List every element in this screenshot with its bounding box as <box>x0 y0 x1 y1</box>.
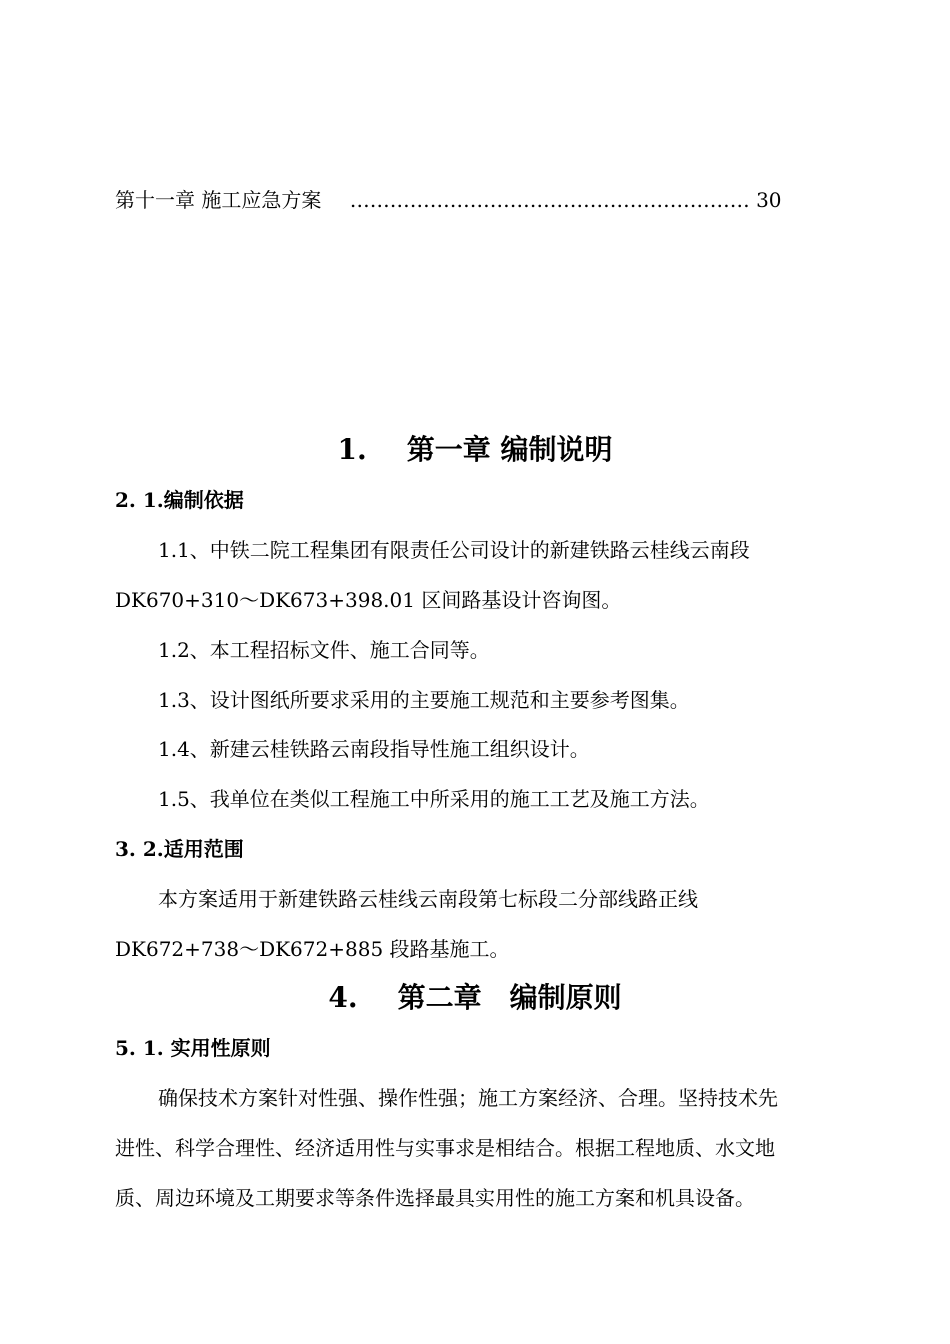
basis-item-1-line-1: 1.1、中铁二院工程集团有限责任公司设计的新建铁路云桂线云南段 <box>158 538 750 562</box>
scope-line-2: DK672+738～DK672+885 段路基施工。 <box>115 937 510 961</box>
chapter-1-heading <box>0 432 950 468</box>
toc-leader-dots: …………………………………………………… <box>349 188 750 212</box>
toc-entry[interactable] <box>115 186 815 214</box>
scope-line-1: 本方案适用于新建铁路云桂线云南段第七标段二分部线路正线 <box>158 887 698 911</box>
basis-item-1-line-2: DK670+310～DK673+398.01 区间路基设计咨询图。 <box>115 588 622 612</box>
practical-line-3: 质、周边环境及工期要求等条件选择最具实用性的施工方案和机具设备。 <box>115 1186 755 1210</box>
chapter-1-title: 第一章 编制说明 <box>406 433 613 466</box>
chapter-1-number: 1. <box>337 433 367 466</box>
basis-item-4: 1.4、新建云桂铁路云南段指导性施工组织设计。 <box>158 737 590 761</box>
section-heading-basis: 2. 1.编制依据 <box>115 488 244 512</box>
section-heading-practical: 5. 1. 实用性原则 <box>115 1036 271 1060</box>
chapter-2-title: 第二章 编制原则 <box>397 981 622 1014</box>
chapter-2-number: 4. <box>328 981 358 1014</box>
chapter-2-heading <box>0 980 950 1016</box>
basis-item-2: 1.2、本工程招标文件、施工合同等。 <box>158 638 490 662</box>
practical-line-2: 进性、科学合理性、经济适用性与实事求是相结合。根据工程地质、水文地 <box>115 1136 775 1160</box>
toc-entry-title: 第十一章 施工应急方案 <box>115 188 322 212</box>
basis-item-3: 1.3、设计图纸所要求采用的主要施工规范和主要参考图集。 <box>158 688 690 712</box>
practical-line-1: 确保技术方案针对性强、操作性强；施工方案经济、合理。坚持技术先 <box>158 1086 778 1110</box>
section-heading-scope: 3. 2.适用范围 <box>115 837 244 861</box>
toc-page-number: 30 <box>756 188 782 212</box>
basis-item-5: 1.5、我单位在类似工程施工中所采用的施工工艺及施工方法。 <box>158 787 710 811</box>
